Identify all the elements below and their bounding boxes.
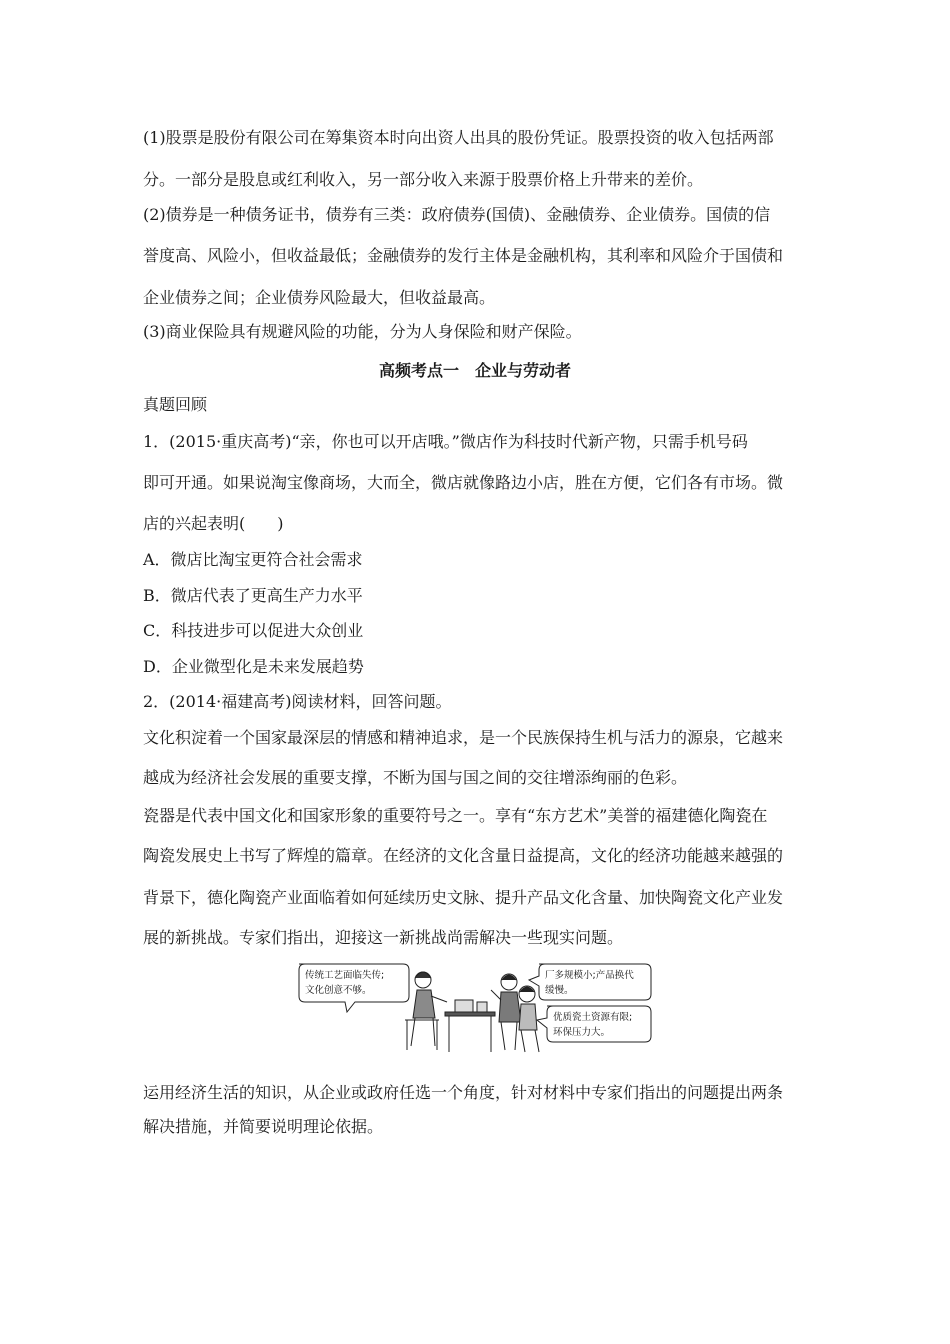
note-bond-line-2: 誉度高、风险小，但收益最低；金融债券的发行主体是金融机构，其利率和风险介于国债和 (143, 246, 784, 265)
note-stock-line-1: (1)股票是股份有限公司在筹集资本时向出资人出具的股份凭证。股票投资的收入包括两部 (143, 128, 774, 147)
section-title: 高频考点一 企业与劳动者 (378, 361, 571, 380)
bubble-right-top-line-2: 缓慢。 (545, 985, 574, 996)
speech-bubble-right-bottom (537, 1006, 651, 1042)
experts-discussion-illustration (295, 960, 655, 1056)
men-figures (491, 974, 539, 1052)
bubble-right-bottom-line-1: 优质瓷土资源有限; (553, 1012, 633, 1023)
question-2-ask-line-2: 解决措施，并简要说明理论依据。 (143, 1117, 384, 1136)
speech-bubble-right-top (529, 964, 651, 1000)
bubble-right-top-line-1: 厂多规模小;产品换代 (545, 970, 634, 981)
option-d: D．企业微型化是未来发展趋势 (143, 657, 364, 676)
material-2-line-1: 瓷器是代表中国文化和国家形象的重要符号之一。享有“东方艺术”美誉的福建德化陶瓷在 (143, 806, 768, 825)
note-bond-line-1: (2)债券是一种债务证书，债券有三类：政府债券(国债)、金融债券、企业债券。国债的信 (143, 205, 771, 224)
note-stock-line-2: 分。一部分是股息或红利收入，另一部分收入来源于股票价格上升带来的差价。 (143, 170, 704, 189)
subsection-label: 真题回顾 (143, 395, 208, 414)
bubble-left-line-1: 传统工艺面临失传; (305, 970, 385, 981)
option-c: C．科技进步可以促进大众创业 (143, 621, 364, 640)
question-2-line-1: 2．(2014·福建高考)阅读材料，回答问题。 (143, 692, 452, 711)
question-1-line-1: 1．(2015·重庆高考)“亲，你也可以开店哦。”微店作为科技时代新产物，只需手机号码 (143, 432, 748, 451)
bubble-left-line-2: 文化创意不够。 (305, 985, 372, 996)
material-2-line-2: 陶瓷发展史上书写了辉煌的篇章。在经济的文化含量日益提高，文化的经济功能越来越强的 (143, 846, 784, 865)
note-bond-line-3: 企业债券之间；企业债券风险最大，但收益最高。 (143, 288, 496, 307)
material-1-line-1: 文化积淀着一个国家最深层的情感和精神追求，是一个民族保持生机与活力的源泉，它越来 (143, 728, 784, 747)
bubble-right-bottom-line-2: 环保压力大。 (553, 1027, 611, 1038)
woman-figure (405, 972, 447, 1050)
question-2-ask-line-1: 运用经济生活的知识，从企业或政府任选一个角度，针对材料中专家们指出的问题提出两条 (143, 1083, 784, 1102)
option-b: B．微店代表了更高生产力水平 (143, 586, 363, 605)
note-insurance-line: (3)商业保险具有规避风险的功能，分为人身保险和财产保险。 (143, 322, 582, 341)
table-with-teapot (445, 1000, 495, 1052)
question-1-line-3: 店的兴起表明( ) (143, 514, 284, 533)
question-1-line-2: 即可开通。如果说淘宝像商场，大而全，微店就像路边小店，胜在方便，它们各有市场。微 (143, 473, 784, 492)
speech-bubble-left (299, 964, 409, 1012)
option-a: A．微店比淘宝更符合社会需求 (143, 550, 363, 569)
material-1-line-2: 越成为经济社会发展的重要支撑，不断为国与国之间的交往增添绚丽的色彩。 (143, 768, 688, 787)
material-2-line-3: 背景下，德化陶瓷产业面临着如何延续历史文脉、提升产品文化含量、加快陶瓷文化产业发 (143, 888, 784, 907)
material-2-line-4: 展的新挑战。专家们指出，迎接这一新挑战尚需解决一些现实问题。 (143, 928, 624, 947)
